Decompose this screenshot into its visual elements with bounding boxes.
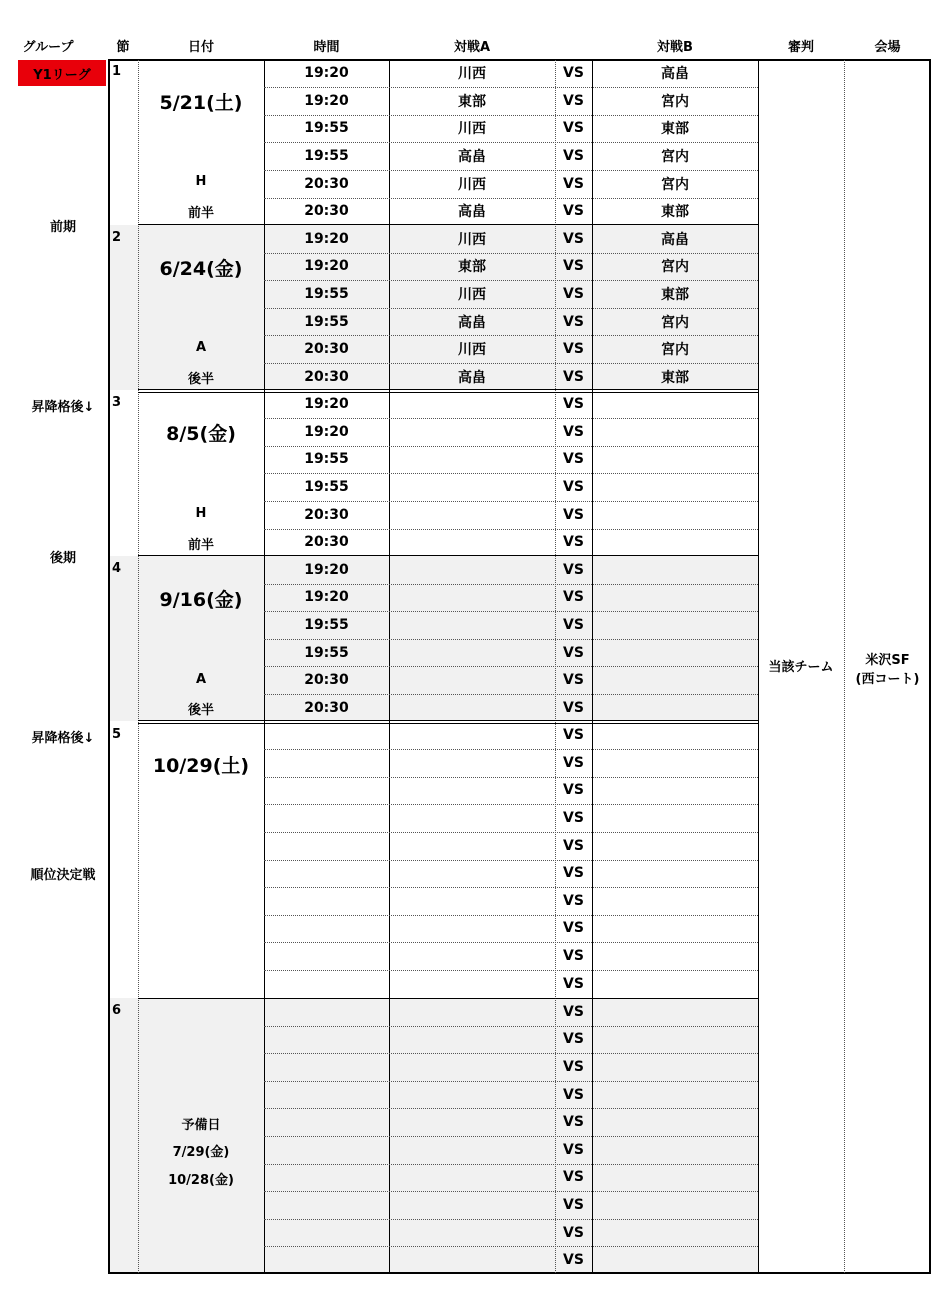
match-row	[264, 832, 758, 860]
team-b: 宮内	[661, 176, 689, 193]
referee-text: 当該チーム	[768, 660, 834, 675]
match-time	[264, 804, 389, 832]
match-time: 20:30	[304, 341, 349, 358]
vs-label: VS	[563, 423, 584, 440]
team-b: 東部	[661, 204, 689, 221]
match-time: 19:20	[304, 258, 349, 275]
team-b	[592, 501, 758, 529]
match-row	[264, 308, 758, 336]
team-b	[592, 473, 758, 501]
match-row	[264, 722, 758, 750]
team-b	[592, 694, 758, 722]
match-row	[264, 501, 758, 529]
row-divider	[264, 170, 758, 171]
half-label: 後半	[187, 372, 214, 387]
vs-label: VS	[563, 92, 584, 109]
team-a	[389, 529, 555, 557]
row-divider	[264, 418, 758, 419]
team-b	[592, 1081, 758, 1109]
match-row	[264, 611, 758, 639]
team-a	[389, 418, 555, 446]
vs-label: VS	[563, 368, 584, 385]
vs-label: VS	[563, 672, 584, 689]
section-number: 2	[112, 230, 122, 245]
row-divider	[264, 584, 758, 585]
team-a	[389, 722, 555, 750]
vs-label: VS	[563, 810, 584, 827]
vs-label: VS	[563, 1086, 584, 1103]
match-time	[264, 1164, 389, 1192]
vs-label: VS	[563, 837, 584, 854]
team-a: 東部	[458, 93, 486, 110]
vs-label: VS	[563, 230, 584, 247]
match-row	[264, 115, 758, 143]
team-a	[389, 556, 555, 584]
match-time	[264, 1191, 389, 1219]
vs-label: VS	[563, 120, 584, 137]
team-a	[389, 915, 555, 943]
team-b	[592, 611, 758, 639]
team-a: 高畠	[458, 314, 486, 331]
team-a	[389, 1246, 555, 1274]
team-a: 川西	[458, 66, 486, 83]
team-b: 高畠	[661, 66, 689, 83]
row-divider	[264, 639, 758, 640]
match-row	[264, 694, 758, 722]
vs-label: VS	[563, 65, 584, 82]
team-a	[389, 694, 555, 722]
match-date: 9/16(金)	[159, 589, 243, 611]
home-away: A	[195, 672, 207, 687]
group-badge: Y1リーグ	[18, 60, 106, 86]
row-divider	[264, 1136, 758, 1137]
row-divider	[264, 1081, 758, 1082]
team-a	[389, 998, 555, 1026]
side-label-first-half: 前期	[49, 220, 76, 235]
vs-label: VS	[563, 699, 584, 716]
team-a	[389, 1026, 555, 1054]
team-a	[389, 639, 555, 667]
match-row	[264, 1053, 758, 1081]
half-label: 前半	[187, 538, 214, 553]
row-divider	[264, 335, 758, 336]
team-a	[389, 1136, 555, 1164]
match-row	[264, 1081, 758, 1109]
match-time: 20:30	[304, 534, 349, 551]
venue-court: (西コート)	[855, 672, 920, 687]
match-time: 20:30	[304, 699, 349, 716]
team-a	[389, 1164, 555, 1192]
team-a: 川西	[458, 121, 486, 138]
match-date: 6/24(金)	[159, 258, 243, 280]
team-a: 川西	[458, 286, 486, 303]
match-row	[264, 418, 758, 446]
vs-label: VS	[563, 920, 584, 937]
match-time: 19:55	[304, 644, 349, 661]
reserve-label: 予備日	[181, 1118, 221, 1133]
match-time	[264, 942, 389, 970]
match-row	[264, 942, 758, 970]
match-time	[264, 998, 389, 1026]
match-row	[264, 1026, 758, 1054]
match-row	[264, 915, 758, 943]
team-b	[592, 887, 758, 915]
vs-label: VS	[563, 341, 584, 358]
half-label: 前半	[187, 206, 214, 221]
side-label-second-half: 後期	[49, 551, 76, 566]
row-divider	[264, 1026, 758, 1027]
vs-label: VS	[563, 203, 584, 220]
vs-label: VS	[563, 1169, 584, 1186]
team-a	[389, 1108, 555, 1136]
row-divider	[264, 308, 758, 309]
reserve-date: 10/28(金)	[168, 1173, 234, 1188]
section-number: 4	[112, 561, 122, 576]
team-b	[592, 639, 758, 667]
row-divider	[264, 1191, 758, 1192]
side-label-promotion-2: 昇降格後↓	[31, 731, 95, 746]
half-label: 後半	[187, 703, 214, 718]
row-divider	[264, 142, 758, 143]
vs-label: VS	[563, 1141, 584, 1158]
header-referee: 審判	[787, 40, 814, 55]
team-a	[389, 777, 555, 805]
team-a	[389, 942, 555, 970]
team-b	[592, 942, 758, 970]
match-time: 19:20	[304, 92, 349, 109]
vs-label: VS	[563, 1003, 584, 1020]
team-a: 高畠	[458, 149, 486, 166]
match-time	[264, 1108, 389, 1136]
match-time: 19:55	[304, 120, 349, 137]
match-time	[264, 970, 389, 998]
row-divider	[264, 749, 758, 750]
row-divider	[264, 1246, 758, 1247]
match-time: 19:20	[304, 65, 349, 82]
row-divider	[264, 804, 758, 805]
section-number: 6	[112, 1003, 122, 1018]
team-b: 東部	[661, 369, 689, 386]
team-a	[389, 584, 555, 612]
vs-label: VS	[563, 534, 584, 551]
header-time: 時間	[313, 40, 340, 55]
match-row	[264, 1191, 758, 1219]
venue-name: 米沢SF	[865, 653, 910, 668]
team-a: 川西	[458, 342, 486, 359]
match-row	[264, 860, 758, 888]
match-row	[264, 253, 758, 281]
header-date: 日付	[187, 40, 214, 55]
match-row	[264, 335, 758, 363]
team-b	[592, 1246, 758, 1274]
reserve-date: 7/29(金)	[172, 1145, 230, 1160]
team-a	[389, 970, 555, 998]
team-a	[389, 804, 555, 832]
header-team-a: 対戦A	[453, 40, 491, 55]
vs-label: VS	[563, 285, 584, 302]
team-b	[592, 391, 758, 419]
match-date: 8/5(金)	[166, 423, 236, 445]
team-b: 宮内	[661, 342, 689, 359]
team-a: 高畠	[458, 204, 486, 221]
header-group: グループ	[22, 40, 74, 55]
team-b	[592, 1164, 758, 1192]
vs-label: VS	[563, 1224, 584, 1241]
team-b	[592, 446, 758, 474]
team-a	[389, 1191, 555, 1219]
match-row	[264, 1136, 758, 1164]
match-row	[264, 556, 758, 584]
match-time	[264, 1246, 389, 1274]
side-label-ranking: 順位決定戦	[30, 868, 96, 883]
team-b	[592, 1053, 758, 1081]
row-divider	[264, 832, 758, 833]
match-date: 5/21(土)	[159, 92, 243, 114]
row-divider	[264, 280, 758, 281]
row-divider	[264, 253, 758, 254]
header-venue: 会場	[874, 40, 901, 55]
team-b	[592, 998, 758, 1026]
row-divider	[264, 942, 758, 943]
row-divider	[264, 1219, 758, 1220]
match-time: 20:30	[304, 672, 349, 689]
match-row	[264, 446, 758, 474]
match-time: 19:55	[304, 479, 349, 496]
match-row	[264, 473, 758, 501]
match-time: 19:20	[304, 230, 349, 247]
team-b	[592, 970, 758, 998]
vs-label: VS	[563, 258, 584, 275]
team-b	[592, 666, 758, 694]
match-row	[264, 1219, 758, 1247]
row-divider	[264, 887, 758, 888]
row-divider	[264, 970, 758, 971]
team-a	[389, 666, 555, 694]
row-divider	[264, 1053, 758, 1054]
vs-label: VS	[563, 616, 584, 633]
row-divider	[264, 777, 758, 778]
vs-label: VS	[563, 1058, 584, 1075]
team-a	[389, 611, 555, 639]
match-time	[264, 860, 389, 888]
row-divider	[264, 694, 758, 695]
team-b: 高畠	[661, 231, 689, 248]
team-b	[592, 749, 758, 777]
match-time	[264, 1136, 389, 1164]
vs-label: VS	[563, 865, 584, 882]
row-divider	[264, 115, 758, 116]
match-row	[264, 198, 758, 226]
match-time: 19:55	[304, 285, 349, 302]
team-b	[592, 418, 758, 446]
match-row	[264, 804, 758, 832]
match-row	[264, 998, 758, 1026]
match-row	[264, 1164, 758, 1192]
team-b	[592, 722, 758, 750]
row-divider	[264, 860, 758, 861]
vs-label: VS	[563, 479, 584, 496]
row-divider	[264, 198, 758, 199]
vs-label: VS	[563, 589, 584, 606]
vs-label: VS	[563, 644, 584, 661]
row-divider	[264, 529, 758, 530]
team-a	[389, 473, 555, 501]
match-time: 20:30	[304, 506, 349, 523]
match-row	[264, 60, 758, 88]
match-time: 20:30	[304, 368, 349, 385]
section-number: 3	[112, 395, 122, 410]
vs-label: VS	[563, 1031, 584, 1048]
match-row	[264, 225, 758, 253]
team-b	[592, 832, 758, 860]
vs-label: VS	[563, 561, 584, 578]
row-divider	[264, 363, 758, 364]
match-time	[264, 1053, 389, 1081]
row-divider	[264, 1164, 758, 1165]
team-b	[592, 777, 758, 805]
match-time	[264, 887, 389, 915]
match-row	[264, 777, 758, 805]
match-row	[264, 170, 758, 198]
team-a	[389, 1081, 555, 1109]
match-time	[264, 1219, 389, 1247]
row-divider	[264, 611, 758, 612]
match-date: 10/29(土)	[152, 755, 250, 777]
vs-label: VS	[563, 782, 584, 799]
vs-label: VS	[563, 1114, 584, 1131]
col-divider	[138, 60, 139, 1273]
side-label-promotion-1: 昇降格後↓	[31, 400, 95, 415]
team-b	[592, 556, 758, 584]
row-divider	[264, 501, 758, 502]
vs-label: VS	[563, 948, 584, 965]
team-b	[592, 1191, 758, 1219]
team-a	[389, 1219, 555, 1247]
team-b	[592, 915, 758, 943]
team-b	[592, 529, 758, 557]
team-a	[389, 887, 555, 915]
row-divider	[264, 915, 758, 916]
team-a: 川西	[458, 176, 486, 193]
match-time	[264, 832, 389, 860]
team-a	[389, 391, 555, 419]
team-b	[592, 1219, 758, 1247]
match-row	[264, 749, 758, 777]
team-b: 東部	[661, 286, 689, 303]
match-time: 19:55	[304, 148, 349, 165]
team-a: 川西	[458, 231, 486, 248]
team-a: 高畠	[458, 369, 486, 386]
match-time	[264, 777, 389, 805]
team-a	[389, 501, 555, 529]
match-row	[264, 1246, 758, 1274]
match-time: 19:55	[304, 616, 349, 633]
match-row	[264, 280, 758, 308]
match-time	[264, 749, 389, 777]
vs-label: VS	[563, 506, 584, 523]
row-divider	[264, 87, 758, 88]
match-row	[264, 887, 758, 915]
team-b: 宮内	[661, 149, 689, 166]
match-time: 20:30	[304, 203, 349, 220]
match-time: 19:20	[304, 423, 349, 440]
row-divider	[264, 473, 758, 474]
match-time: 19:20	[304, 589, 349, 606]
vs-label: VS	[563, 975, 584, 992]
row-divider	[264, 666, 758, 667]
vs-label: VS	[563, 175, 584, 192]
vs-label: VS	[563, 451, 584, 468]
match-row	[264, 529, 758, 557]
team-a	[389, 749, 555, 777]
match-time: 19:20	[304, 561, 349, 578]
team-b	[592, 804, 758, 832]
vs-label: VS	[563, 1196, 584, 1213]
vs-label: VS	[563, 313, 584, 330]
match-time: 19:55	[304, 451, 349, 468]
match-row	[264, 639, 758, 667]
team-b: 宮内	[661, 93, 689, 110]
match-time: 19:55	[304, 313, 349, 330]
team-b: 宮内	[661, 259, 689, 276]
team-a	[389, 832, 555, 860]
team-b	[592, 860, 758, 888]
team-b: 東部	[661, 121, 689, 138]
team-b: 宮内	[661, 314, 689, 331]
vs-label: VS	[563, 727, 584, 744]
section-number: 5	[112, 727, 122, 742]
header-team-b: 対戦B	[657, 40, 693, 55]
match-row	[264, 87, 758, 115]
match-time	[264, 915, 389, 943]
row-divider	[264, 446, 758, 447]
vs-label: VS	[563, 396, 584, 413]
team-b	[592, 1136, 758, 1164]
section-number: 1	[112, 64, 122, 79]
team-b	[592, 1026, 758, 1054]
vs-label: VS	[563, 754, 584, 771]
vs-label: VS	[563, 1252, 584, 1269]
match-row	[264, 666, 758, 694]
team-a	[389, 446, 555, 474]
match-row	[264, 1108, 758, 1136]
team-a: 東部	[458, 259, 486, 276]
home-away: H	[195, 174, 207, 189]
match-row	[264, 584, 758, 612]
team-b	[592, 584, 758, 612]
vs-label: VS	[563, 892, 584, 909]
team-a	[389, 860, 555, 888]
team-a	[389, 1053, 555, 1081]
team-b	[592, 1108, 758, 1136]
home-away: H	[195, 506, 207, 521]
row-divider	[264, 1108, 758, 1109]
match-time: 19:20	[304, 396, 349, 413]
match-row	[264, 970, 758, 998]
match-row	[264, 142, 758, 170]
header-section: 節	[116, 40, 130, 55]
home-away: A	[195, 340, 207, 355]
match-time	[264, 1026, 389, 1054]
match-row	[264, 363, 758, 391]
vs-label: VS	[563, 148, 584, 165]
match-time	[264, 722, 389, 750]
match-row	[264, 391, 758, 419]
match-time	[264, 1081, 389, 1109]
match-time: 20:30	[304, 175, 349, 192]
